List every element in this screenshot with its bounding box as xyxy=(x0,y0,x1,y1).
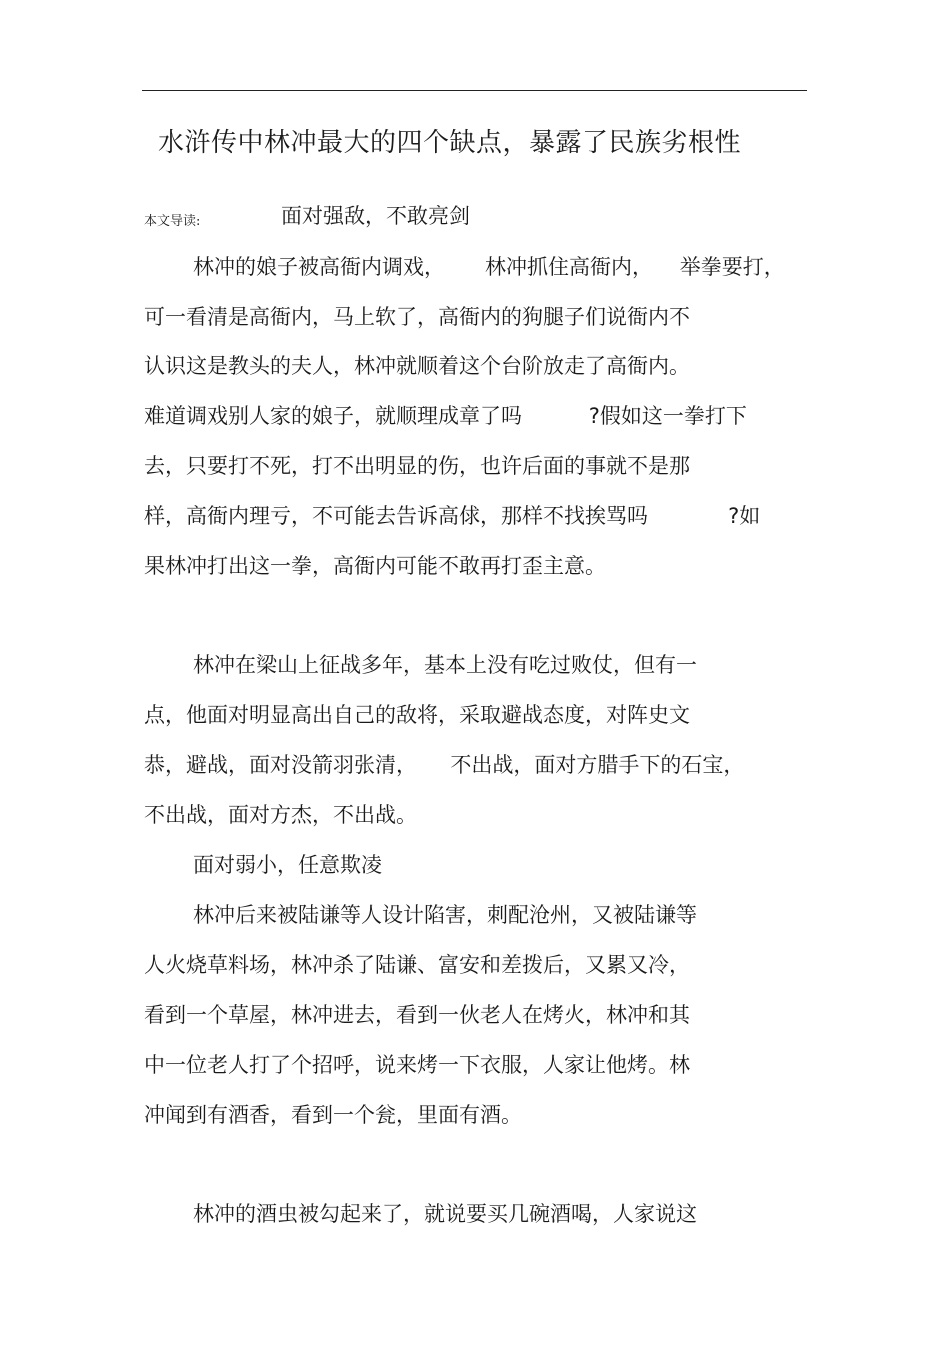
text-line: 林冲的酒虫被勾起来了，就说要买几碗酒喝，人家说这 xyxy=(193,1202,697,1226)
section-heading: 面对弱小，任意欺凌 xyxy=(193,853,382,877)
section-heading: 面对强敌，不敢亮剑 xyxy=(281,204,470,228)
text-line: 难道调戏别人家的娘子，就顺理成章了吗 ?假如这一拳打下 xyxy=(144,404,747,428)
text-line: 人火烧草料场，林冲杀了陆谦、富安和差拨后，又累又冷， xyxy=(144,953,690,977)
text-line: 去，只要打不死，打不出明显的伤，也许后面的事就不是那 xyxy=(144,454,690,478)
text-line: 中一位老人打了个招呼，说来烤一下衣服，人家让他烤。林 xyxy=(144,1053,690,1077)
header-rule xyxy=(142,90,807,91)
text-line: 恭，避战，面对没箭羽张清， 不出战，面对方腊手下的石宝， xyxy=(144,753,745,777)
text-line: 样，高衙内理亏，不可能去告诉高俅，那样不找挨骂吗 ?如 xyxy=(144,504,761,528)
text-line: 可一看清是高衙内，马上软了，高衙内的狗腿子们说衙内不 xyxy=(144,305,690,329)
text-line: 认识这是教头的夫人，林冲就顺着这个台阶放走了高衙内。 xyxy=(144,354,690,378)
text-line: 点，他面对明显高出自己的敌将，采取避战态度，对阵史文 xyxy=(144,703,690,727)
document-title: 水浒传中林冲最大的四个缺点，暴露了民族劣根性 xyxy=(158,128,742,158)
text-line: 林冲在梁山上征战多年，基本上没有吃过败仗，但有一 xyxy=(193,653,697,677)
text-line: 看到一个草屋，林冲进去，看到一伙老人在烤火，林冲和其 xyxy=(144,1003,690,1027)
text-line: 林冲后来被陆谦等人设计陷害，刺配沧州，又被陆谦等 xyxy=(193,903,697,927)
text-line: 果林冲打出这一拳，高衙内可能不敢再打歪主意。 xyxy=(144,554,606,578)
text-line: 不出战，面对方杰，不出战。 xyxy=(144,803,417,827)
text-line: 冲闻到有酒香，看到一个瓮，里面有酒。 xyxy=(144,1103,522,1127)
guide-label: 本文导读: xyxy=(144,214,201,229)
text-line: 林冲的娘子被高衙内调戏， 林冲抓住高衙内， 举拳要打， xyxy=(193,255,785,279)
